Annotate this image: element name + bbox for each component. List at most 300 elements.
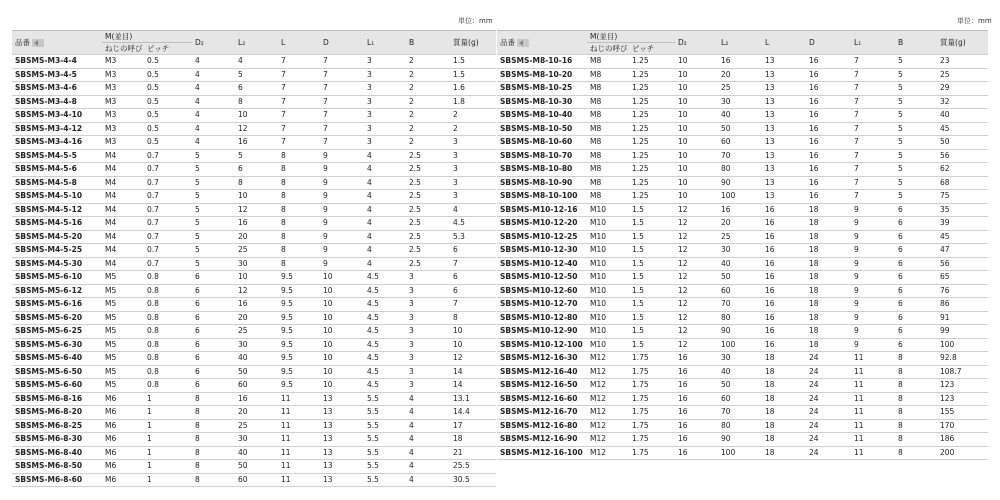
cell-d: 10	[320, 352, 364, 366]
cell-thread-size: M10	[587, 203, 629, 217]
cell-d2: 5	[192, 163, 235, 177]
cell-l: 13	[762, 68, 806, 82]
cell-d2: 16	[675, 419, 718, 433]
table-row	[497, 244, 988, 258]
cell-pitch: 1.25	[629, 190, 675, 204]
cell-part-number: SBSMS-M3-4-8	[12, 95, 102, 109]
cell-thread-size: M12	[587, 419, 629, 433]
cell-mass: 13.1	[450, 392, 496, 406]
cell-thread-size: M8	[587, 109, 629, 123]
cell-mass: 56	[937, 149, 988, 163]
cell-pitch: 1	[144, 406, 192, 420]
cell-pitch: 1.5	[629, 325, 675, 339]
cell-thread-size: M3	[102, 136, 144, 150]
cell-l2: 25	[718, 82, 762, 96]
cell-l1: 4.5	[364, 352, 406, 366]
cell-mass: 50	[937, 136, 988, 150]
cell-d: 24	[806, 365, 851, 379]
cell-d: 7	[320, 68, 364, 82]
table-row	[12, 365, 496, 379]
cell-l: 13	[762, 82, 806, 96]
table-row	[497, 406, 988, 420]
cell-pitch: 1.75	[629, 406, 675, 420]
cell-part-number: SBSMS-M6-8-50	[12, 460, 102, 474]
cell-l1: 9	[851, 298, 895, 312]
cell-thread-size: M10	[587, 230, 629, 244]
cell-l1: 4	[364, 257, 406, 271]
cell-l: 8	[278, 203, 320, 217]
header-d: D	[806, 31, 851, 55]
cell-l2: 16	[718, 55, 762, 69]
sort-icon[interactable]	[517, 39, 529, 47]
cell-l1: 9	[851, 257, 895, 271]
cell-l1: 5.5	[364, 419, 406, 433]
cell-part-number: SBSMS-M6-8-16	[12, 392, 102, 406]
cell-d: 7	[320, 136, 364, 150]
header-l: L	[278, 31, 320, 55]
cell-l1: 9	[851, 338, 895, 352]
cell-l1: 11	[851, 392, 895, 406]
cell-l: 18	[762, 352, 806, 366]
table-row	[12, 149, 496, 163]
cell-l1: 7	[851, 82, 895, 96]
cell-d: 18	[806, 298, 851, 312]
cell-d: 16	[806, 176, 851, 190]
cell-mass: 6	[450, 284, 496, 298]
cell-d: 16	[806, 55, 851, 69]
cell-pitch: 1.5	[629, 203, 675, 217]
cell-b: 6	[895, 244, 937, 258]
cell-mass: 25	[937, 68, 988, 82]
cell-thread-size: M12	[587, 433, 629, 447]
cell-d: 9	[320, 163, 364, 177]
cell-b: 2	[406, 95, 450, 109]
cell-mass: 100	[937, 338, 988, 352]
cell-l2: 70	[718, 149, 762, 163]
cell-l: 13	[762, 190, 806, 204]
cell-d: 13	[320, 419, 364, 433]
cell-thread-size: M6	[102, 460, 144, 474]
cell-d2: 8	[192, 473, 235, 487]
cell-d2: 8	[192, 406, 235, 420]
table-row	[12, 325, 496, 339]
cell-l1: 11	[851, 446, 895, 460]
cell-b: 3	[406, 338, 450, 352]
cell-b: 5	[895, 136, 937, 150]
cell-part-number: SBSMS-M4-5-16	[12, 217, 102, 231]
cell-l2: 40	[718, 257, 762, 271]
cell-d2: 4	[192, 122, 235, 136]
cell-d: 16	[806, 136, 851, 150]
cell-pitch: 1.5	[629, 244, 675, 258]
cell-d2: 8	[192, 446, 235, 460]
cell-b: 2.5	[406, 203, 450, 217]
cell-d2: 6	[192, 271, 235, 285]
cell-d: 24	[806, 446, 851, 460]
table-row	[12, 446, 496, 460]
cell-mass: 5.3	[450, 230, 496, 244]
cell-l2: 16	[718, 203, 762, 217]
cell-d2: 6	[192, 338, 235, 352]
cell-pitch: 1.25	[629, 109, 675, 123]
cell-part-number: SBSMS-M10-12-50	[497, 271, 587, 285]
cell-part-number: SBSMS-M4-5-25	[12, 244, 102, 258]
unit-label-right: 単位：mm	[957, 17, 992, 25]
table-row	[12, 338, 496, 352]
cell-mass: 4	[450, 203, 496, 217]
cell-l2: 12	[235, 284, 278, 298]
cell-l1: 3	[364, 68, 406, 82]
cell-part-number: SBSMS-M12-16-80	[497, 419, 587, 433]
cell-thread-size: M5	[102, 379, 144, 393]
cell-d2: 5	[192, 176, 235, 190]
cell-l1: 11	[851, 379, 895, 393]
cell-l: 16	[762, 217, 806, 231]
cell-mass: 8	[450, 311, 496, 325]
cell-l: 8	[278, 244, 320, 258]
cell-d: 10	[320, 325, 364, 339]
header-b: B	[895, 31, 937, 55]
cell-d2: 12	[675, 311, 718, 325]
cell-pitch: 1.5	[629, 298, 675, 312]
cell-d: 10	[320, 298, 364, 312]
cell-l: 16	[762, 338, 806, 352]
cell-l2: 50	[235, 365, 278, 379]
cell-mass: 91	[937, 311, 988, 325]
cell-l: 9.5	[278, 338, 320, 352]
cell-b: 5	[895, 68, 937, 82]
cell-mass: 40	[937, 109, 988, 123]
cell-mass: 3	[450, 176, 496, 190]
cell-d: 9	[320, 230, 364, 244]
cell-pitch: 0.8	[144, 298, 192, 312]
cell-l2: 20	[235, 311, 278, 325]
cell-l2: 5	[235, 149, 278, 163]
cell-b: 2	[406, 68, 450, 82]
cell-thread-size: M10	[587, 257, 629, 271]
cell-part-number: SBSMS-M4-5-10	[12, 190, 102, 204]
cell-l2: 90	[718, 433, 762, 447]
cell-thread-size: M5	[102, 352, 144, 366]
cell-thread-size: M3	[102, 122, 144, 136]
cell-d2: 6	[192, 365, 235, 379]
cell-d2: 12	[675, 271, 718, 285]
cell-part-number: SBSMS-M5-6-50	[12, 365, 102, 379]
cell-l: 8	[278, 257, 320, 271]
cell-d2: 10	[675, 149, 718, 163]
cell-b: 8	[895, 433, 937, 447]
cell-d: 13	[320, 406, 364, 420]
cell-l1: 5.5	[364, 406, 406, 420]
cell-d: 13	[320, 473, 364, 487]
cell-pitch: 1.25	[629, 82, 675, 96]
cell-pitch: 0.7	[144, 257, 192, 271]
cell-b: 6	[895, 257, 937, 271]
cell-l2: 10	[235, 271, 278, 285]
cell-mass: 186	[937, 433, 988, 447]
cell-b: 4	[406, 392, 450, 406]
cell-d: 10	[320, 338, 364, 352]
cell-thread-size: M5	[102, 311, 144, 325]
cell-l: 18	[762, 446, 806, 460]
table-row	[497, 122, 988, 136]
cell-d2: 12	[675, 284, 718, 298]
cell-d2: 12	[675, 203, 718, 217]
cell-b: 5	[895, 122, 937, 136]
cell-l1: 5.5	[364, 460, 406, 474]
cell-d2: 4	[192, 55, 235, 69]
cell-mass: 2	[450, 109, 496, 123]
cell-l2: 80	[718, 419, 762, 433]
cell-d: 7	[320, 55, 364, 69]
table-row	[12, 230, 496, 244]
cell-l2: 50	[718, 271, 762, 285]
cell-d2: 8	[192, 433, 235, 447]
cell-pitch: 1.25	[629, 68, 675, 82]
table-row	[12, 392, 496, 406]
cell-pitch: 0.8	[144, 365, 192, 379]
cell-d2: 10	[675, 82, 718, 96]
cell-b: 5	[895, 149, 937, 163]
table-row	[497, 55, 988, 69]
cell-mass: 99	[937, 325, 988, 339]
cell-part-number: SBSMS-M4-5-6	[12, 163, 102, 177]
cell-b: 3	[406, 298, 450, 312]
cell-l: 11	[278, 392, 320, 406]
cell-pitch: 0.8	[144, 311, 192, 325]
cell-l1: 7	[851, 176, 895, 190]
cell-thread-size: M6	[102, 392, 144, 406]
cell-thread-size: M5	[102, 365, 144, 379]
cell-l: 13	[762, 136, 806, 150]
cell-thread-size: M4	[102, 176, 144, 190]
cell-l1: 3	[364, 95, 406, 109]
cell-mass: 56	[937, 257, 988, 271]
cell-l2: 70	[718, 298, 762, 312]
cell-d2: 6	[192, 352, 235, 366]
cell-mass: 18	[450, 433, 496, 447]
cell-mass: 32	[937, 95, 988, 109]
cell-mass: 6	[450, 271, 496, 285]
header-m-pitch: ピッチ	[629, 43, 675, 55]
cell-d: 10	[320, 379, 364, 393]
cell-l1: 4.5	[364, 325, 406, 339]
cell-l2: 60	[235, 379, 278, 393]
cell-l1: 7	[851, 122, 895, 136]
cell-b: 2.5	[406, 163, 450, 177]
cell-part-number: SBSMS-M5-6-40	[12, 352, 102, 366]
cell-l: 16	[762, 325, 806, 339]
cell-d: 18	[806, 217, 851, 231]
cell-pitch: 0.5	[144, 68, 192, 82]
cell-l2: 12	[235, 203, 278, 217]
table-row	[497, 338, 988, 352]
cell-part-number: SBSMS-M5-6-20	[12, 311, 102, 325]
table-row	[497, 163, 988, 177]
cell-l1: 7	[851, 149, 895, 163]
cell-b: 4	[406, 419, 450, 433]
table-row	[12, 190, 496, 204]
cell-l: 9.5	[278, 311, 320, 325]
cell-part-number: SBSMS-M5-6-12	[12, 284, 102, 298]
cell-l2: 20	[718, 217, 762, 231]
cell-mass: 7	[450, 298, 496, 312]
cell-l1: 9	[851, 244, 895, 258]
cell-l1: 3	[364, 109, 406, 123]
cell-l2: 50	[235, 460, 278, 474]
cell-d2: 16	[675, 379, 718, 393]
cell-l: 7	[278, 95, 320, 109]
cell-d2: 12	[675, 244, 718, 258]
cell-thread-size: M3	[102, 68, 144, 82]
cell-l2: 16	[235, 392, 278, 406]
table-row	[12, 406, 496, 420]
cell-b: 4	[406, 433, 450, 447]
cell-pitch: 1.5	[629, 284, 675, 298]
cell-mass: 14	[450, 365, 496, 379]
cell-l: 13	[762, 95, 806, 109]
cell-b: 2	[406, 109, 450, 123]
cell-l2: 30	[718, 95, 762, 109]
cell-pitch: 1	[144, 473, 192, 487]
table-row	[12, 68, 496, 82]
table-row	[12, 244, 496, 258]
cell-thread-size: M8	[587, 55, 629, 69]
header-m-pitch: ピッチ	[144, 43, 192, 55]
cell-pitch: 1.75	[629, 379, 675, 393]
cell-d2: 10	[675, 163, 718, 177]
cell-thread-size: M4	[102, 230, 144, 244]
cell-d: 24	[806, 352, 851, 366]
table-row	[12, 298, 496, 312]
cell-mass: 2	[450, 122, 496, 136]
cell-d: 10	[320, 365, 364, 379]
cell-d: 16	[806, 68, 851, 82]
cell-d: 10	[320, 311, 364, 325]
cell-l1: 4	[364, 203, 406, 217]
cell-thread-size: M3	[102, 109, 144, 123]
cell-l: 7	[278, 109, 320, 123]
cell-l1: 9	[851, 284, 895, 298]
table-row	[497, 190, 988, 204]
cell-l: 9.5	[278, 379, 320, 393]
cell-thread-size: M6	[102, 433, 144, 447]
cell-pitch: 0.7	[144, 176, 192, 190]
cell-l2: 25	[235, 325, 278, 339]
cell-l1: 9	[851, 230, 895, 244]
cell-pitch: 0.7	[144, 217, 192, 231]
cell-d: 18	[806, 271, 851, 285]
cell-d2: 5	[192, 190, 235, 204]
table-row	[12, 82, 496, 96]
cell-thread-size: M10	[587, 217, 629, 231]
cell-b: 5	[895, 163, 937, 177]
cell-l1: 11	[851, 352, 895, 366]
cell-pitch: 0.5	[144, 95, 192, 109]
cell-l: 16	[762, 257, 806, 271]
cell-b: 3	[406, 365, 450, 379]
cell-b: 2.5	[406, 244, 450, 258]
cell-d: 18	[806, 325, 851, 339]
cell-pitch: 1.25	[629, 176, 675, 190]
cell-pitch: 1.75	[629, 352, 675, 366]
cell-d2: 10	[675, 122, 718, 136]
cell-d2: 16	[675, 392, 718, 406]
cell-b: 6	[895, 217, 937, 231]
cell-l: 18	[762, 406, 806, 420]
cell-d: 18	[806, 230, 851, 244]
cell-d2: 5	[192, 203, 235, 217]
cell-thread-size: M6	[102, 446, 144, 460]
cell-thread-size: M10	[587, 325, 629, 339]
cell-l1: 4.5	[364, 379, 406, 393]
cell-b: 2	[406, 122, 450, 136]
cell-l: 8	[278, 176, 320, 190]
cell-d2: 12	[675, 298, 718, 312]
cell-pitch: 0.5	[144, 109, 192, 123]
cell-part-number: SBSMS-M6-8-60	[12, 473, 102, 487]
table-row	[12, 95, 496, 109]
cell-b: 6	[895, 203, 937, 217]
cell-d2: 6	[192, 284, 235, 298]
cell-thread-size: M8	[587, 190, 629, 204]
table-row	[497, 446, 988, 460]
cell-l: 16	[762, 271, 806, 285]
cell-mass: 155	[937, 406, 988, 420]
cell-pitch: 0.5	[144, 55, 192, 69]
cell-b: 2	[406, 55, 450, 69]
cell-l1: 7	[851, 136, 895, 150]
cell-l2: 80	[718, 311, 762, 325]
cell-l2: 16	[235, 217, 278, 231]
cell-l: 7	[278, 82, 320, 96]
cell-l: 16	[762, 311, 806, 325]
cell-l1: 7	[851, 109, 895, 123]
cell-d2: 10	[675, 95, 718, 109]
cell-d2: 16	[675, 365, 718, 379]
cell-l1: 4	[364, 244, 406, 258]
cell-l2: 50	[718, 379, 762, 393]
cell-b: 8	[895, 365, 937, 379]
cell-pitch: 0.7	[144, 244, 192, 258]
cell-l2: 10	[235, 190, 278, 204]
cell-b: 5	[895, 82, 937, 96]
cell-pitch: 1.75	[629, 419, 675, 433]
cell-mass: 4.5	[450, 217, 496, 231]
table-row	[12, 271, 496, 285]
cell-pitch: 0.7	[144, 203, 192, 217]
sort-icon[interactable]	[32, 39, 44, 47]
cell-l: 11	[278, 419, 320, 433]
cell-mass: 10	[450, 325, 496, 339]
cell-pitch: 1.5	[629, 311, 675, 325]
cell-l2: 5	[235, 68, 278, 82]
cell-mass: 25.5	[450, 460, 496, 474]
cell-part-number: SBSMS-M4-5-8	[12, 176, 102, 190]
cell-l2: 80	[718, 163, 762, 177]
cell-l2: 16	[235, 298, 278, 312]
table-row	[497, 149, 988, 163]
cell-d2: 5	[192, 217, 235, 231]
cell-l1: 3	[364, 136, 406, 150]
header-mass: 質量(g)	[450, 31, 496, 55]
cell-l2: 40	[235, 446, 278, 460]
cell-l2: 60	[718, 136, 762, 150]
cell-b: 3	[406, 379, 450, 393]
cell-mass: 62	[937, 163, 988, 177]
table-row	[497, 230, 988, 244]
cell-l: 7	[278, 68, 320, 82]
